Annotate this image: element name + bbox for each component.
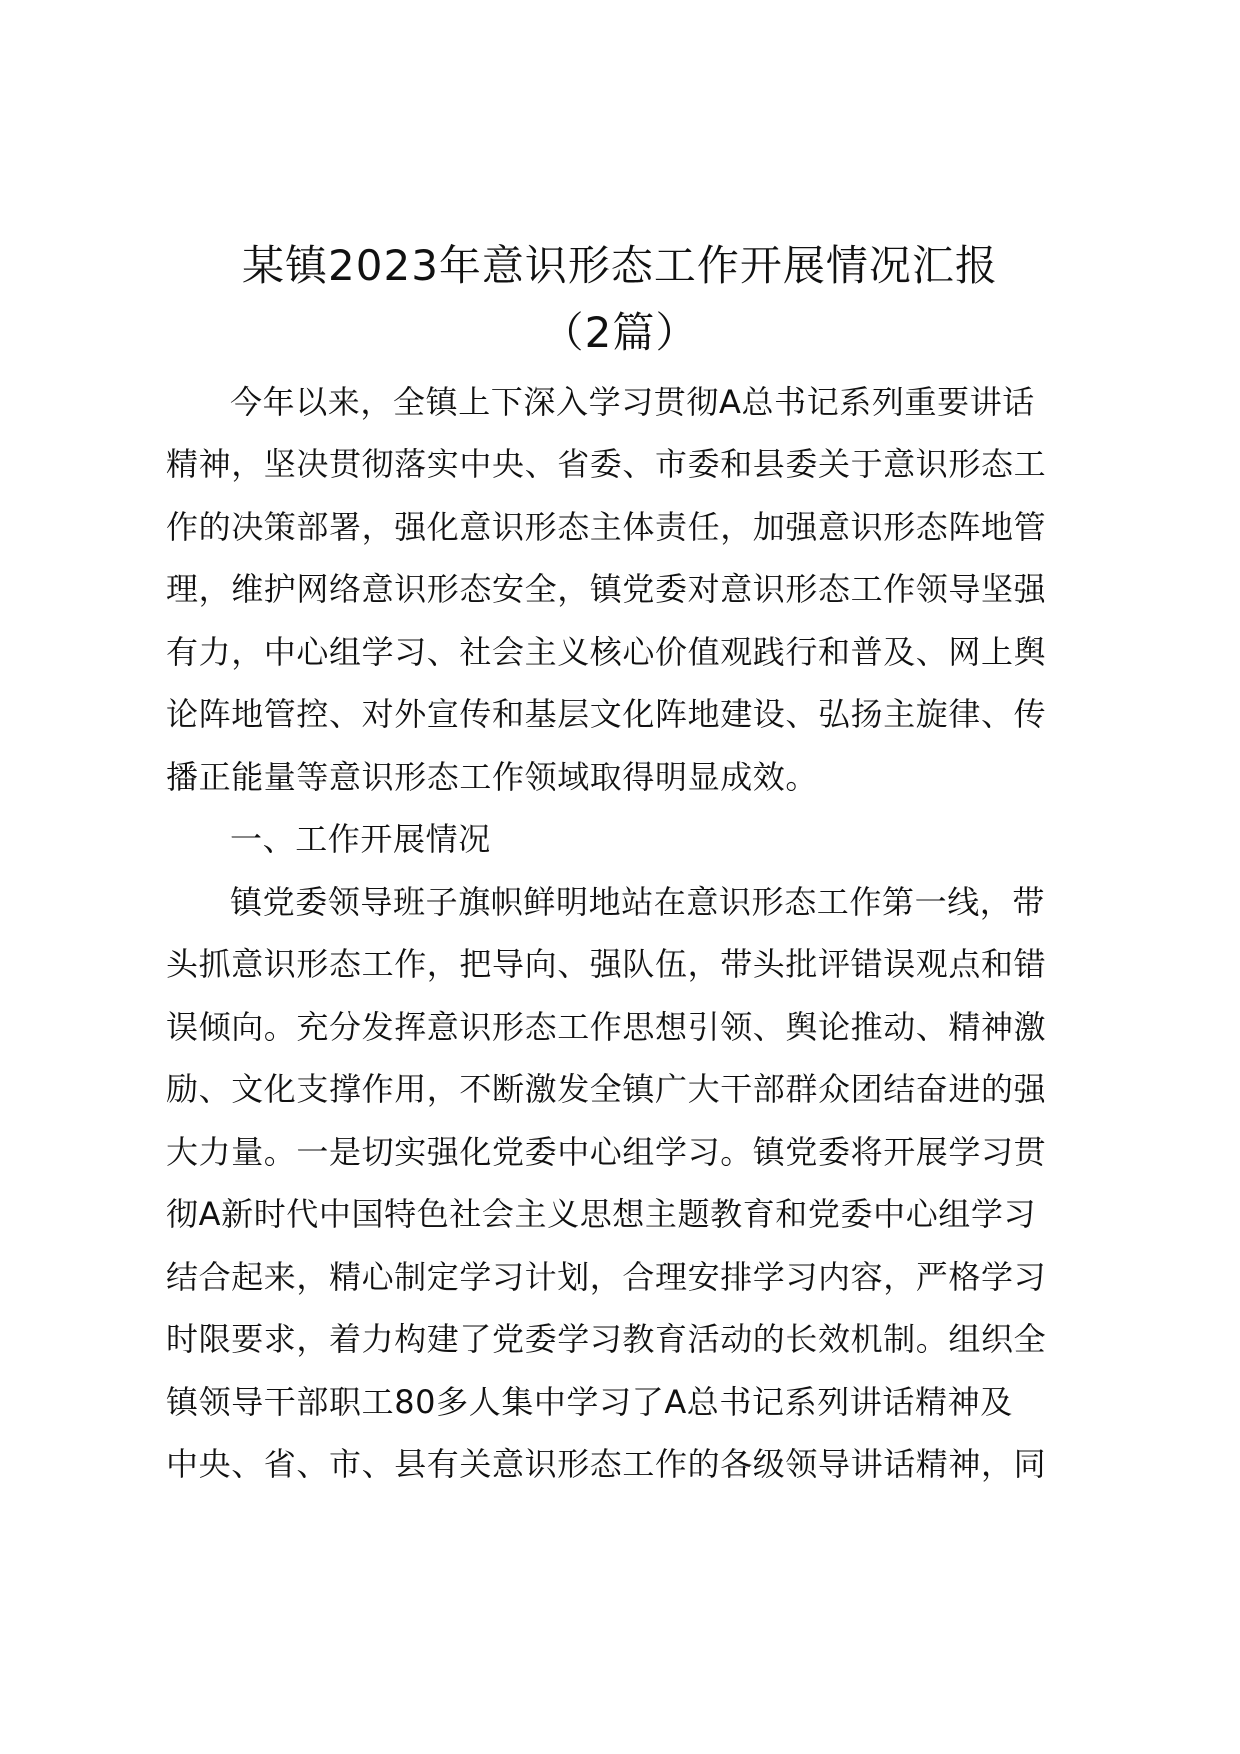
document-title: 某镇2023年意识形态工作开展情况汇报 [242, 241, 998, 290]
paragraph-line: 精神，坚决贯彻落实中央、省委、市委和县委关于意识形态工 [166, 445, 1047, 483]
document-title-count: （2篇） [541, 308, 699, 357]
section-heading: 一、工作开展情况 [230, 820, 491, 858]
paragraph-line: 有力，中心组学习、社会主义核心价值观践行和普及、网上舆 [166, 633, 1047, 671]
paragraph-line: 结合起来，精心制定学习计划，合理安排学习内容，严格学习 [166, 1258, 1047, 1296]
paragraph-line: 误倾向。充分发挥意识形态工作思想引领、舆论推动、精神激 [166, 1008, 1047, 1046]
paragraph-line: 头抓意识形态工作，把导向、强队伍，带头批评错误观点和错 [166, 945, 1047, 983]
paragraph-line: 作的决策部署，强化意识形态主体责任，加强意识形态阵地管 [166, 508, 1047, 546]
paragraph-line: 中央、省、市、县有关意识形态工作的各级领导讲话精神，同 [166, 1445, 1047, 1483]
paragraph-line: 彻A新时代中国特色社会主义思想主题教育和党委中心组学习 [166, 1195, 1037, 1233]
paragraph-line: 镇领导干部职工80多人集中学习了A总书记系列讲话精神及 [166, 1383, 1013, 1421]
paragraph-line: 今年以来，全镇上下深入学习贯彻A总书记系列重要讲话 [230, 383, 1035, 421]
paragraph-line: 理，维护网络意识形态安全，镇党委对意识形态工作领导坚强 [166, 570, 1047, 608]
paragraph-line: 励、文化支撑作用，不断激发全镇广大干部群众团结奋进的强 [166, 1070, 1047, 1108]
paragraph-line: 大力量。一是切实强化党委中心组学习。镇党委将开展学习贯 [166, 1133, 1047, 1171]
paragraph-line: 镇党委领导班子旗帜鲜明地站在意识形态工作第一线，带 [230, 883, 1046, 921]
paragraph-line: 论阵地管控、对外宣传和基层文化阵地建设、弘扬主旋律、传 [166, 695, 1047, 733]
paragraph-line: 时限要求，着力构建了党委学习教育活动的长效机制。组织全 [166, 1320, 1047, 1358]
paragraph-line: 播正能量等意识形态工作领域取得明显成效。 [166, 758, 819, 796]
